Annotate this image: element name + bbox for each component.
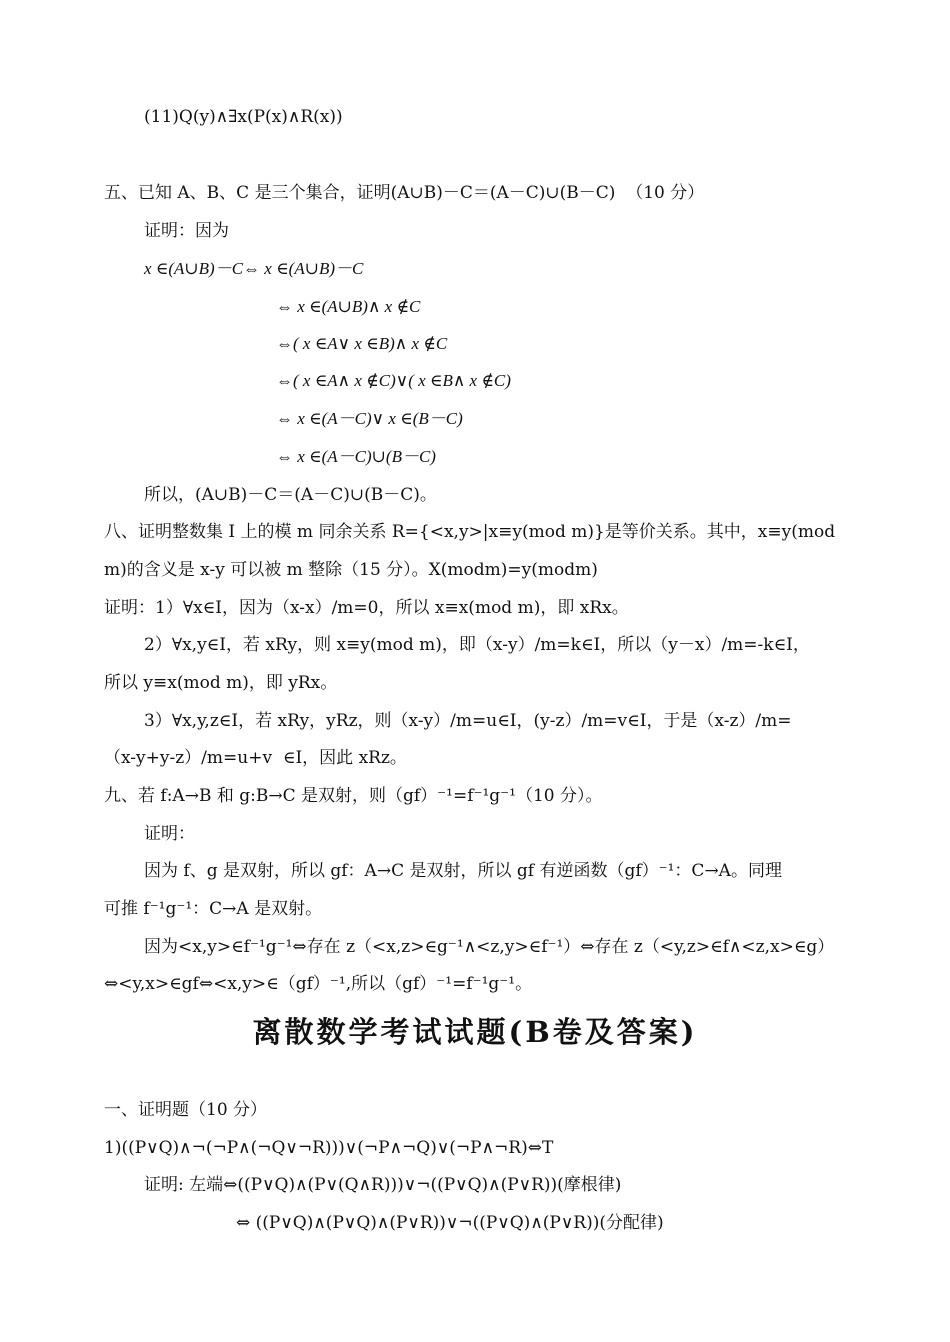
proof-step: ⇔ x ∈(A∪B)∧ x ∉C <box>276 297 421 316</box>
text-line: 因为<x,y>∈f⁻¹g⁻¹⇔存在 z（<x,z>∈g⁻¹∧<z,y>∈f⁻¹）⇔存在 z（<y,z>∈f∧<z,x>∈g） <box>144 937 835 957</box>
text-line: 可推 f⁻¹g⁻¹：C→A 是双射。 <box>104 899 323 919</box>
text-line: ⇔<y,x>∈gf⇔<x,y>∈（gf）⁻¹,所以（gf）⁻¹=f⁻¹g⁻¹。 <box>104 974 533 994</box>
text-line: ⇔ ((P∨Q)∧(P∨Q)∧(P∨R))∨¬((P∨Q)∧(P∨R))(分配律) <box>236 1213 664 1233</box>
proof-step: x ∈(A∪B)－C⇔ x ∈(A∪B)－C <box>144 259 364 278</box>
exam-title: 离散数学考试试题(B卷及答案) <box>252 1015 698 1049</box>
problem-nine-heading: 九、若 f:A→B 和 g:B→C 是双射，则（gf）⁻¹=f⁻¹g⁻¹（10 分）。 <box>104 786 603 806</box>
section-one-heading: 一、证明题（10 分） <box>104 1100 268 1120</box>
proof-step: ⇔ x ∈(A－C)∪(B－C) <box>276 447 436 466</box>
text-line: 2）∀x,y∈I，若 xRy，则 x≡y(mod m)，即（x-y）/m=k∈I，所以（y－x）/m=-k∈I， <box>144 635 810 655</box>
text-line: 证明：因为 <box>144 221 229 241</box>
text-line: m)的含义是 x-y 可以被 m 整除（15 分）。X(modm)=y(modm) <box>104 560 598 580</box>
proof-step: ⇔( x ∈A∨ x ∈B)∧ x ∉C <box>276 334 448 353</box>
text-line: 因为 f、g 是双射，所以 gf：A→C 是双射，所以 gf 有逆函数（gf）⁻¹：C→A。同理 <box>144 861 782 881</box>
text-line: 所以 y≡x(mod m)，即 yRx。 <box>104 673 338 693</box>
text-line: 3）∀x,y,z∈I，若 xRy，yRz，则（x-y）/m=u∈I，(y-z）/m=v∈I，于是（x-z）/m= <box>144 711 792 731</box>
text-line: 证明：1）∀x∈I，因为（x-x）/m=0，所以 x≡x(mod m)，即 xRx。 <box>104 598 629 618</box>
text-line: （x-y+y-z）/m=u+v ∈I，因此 xRz。 <box>104 748 407 768</box>
text-line: 证明: 左端⇔((P∨Q)∧(P∨(Q∧R)))∨¬((P∨Q)∧(P∨R))(摩根律) <box>144 1175 622 1195</box>
problem-eight-heading: 八、证明整数集 I 上的模 m 同余关系 R={<x,y>|x≡y(mod m)}是等价关系。其中，x≡y(mod <box>104 522 836 542</box>
text-line: (11)Q(y)∧∃x(P(x)∧R(x)) <box>144 107 343 127</box>
problem-five-heading: 五、已知 A、B、C 是三个集合，证明(A∪B)－C＝(A－C)∪(B－C) （10 分） <box>104 183 705 203</box>
proof-step: ⇔ x ∈(A－C)∨ x ∈(B－C) <box>276 409 463 428</box>
text-line: 证明： <box>144 824 195 844</box>
text-line: 所以，(A∪B)－C＝(A－C)∪(B－C)。 <box>144 485 437 505</box>
proof-step: ⇔( x ∈A∧ x ∉C)∨( x ∈B∧ x ∉C) <box>276 371 511 390</box>
text-line: 1)((P∨Q)∧¬(¬P∧(¬Q∨¬R)))∨(¬P∧¬Q)∨(¬P∧¬R)⇔T <box>104 1138 554 1158</box>
